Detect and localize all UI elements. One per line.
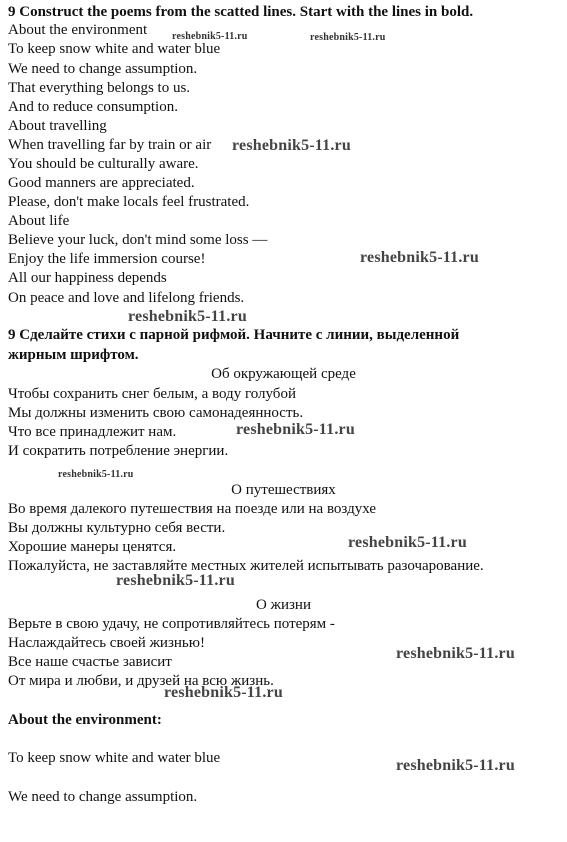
poem-line-ru: Верьте в свою удачу, не сопротивляйтесь потерям - <box>8 616 335 632</box>
poem-line: All our happiness depends <box>8 270 167 286</box>
poem-line-ru: Мы должны изменить свою самонадеянность. <box>8 405 304 421</box>
watermark: reshebnik5-11.ru <box>236 421 355 438</box>
watermark: reshebnik5-11.ru <box>310 32 386 43</box>
task-title-en: 9 Construct the poems from the scatted lines. Start with the lines in bold. <box>8 4 474 20</box>
poem-line-ru: И сократить потребление энергии. <box>8 443 229 459</box>
watermark: reshebnik5-11.ru <box>172 31 248 42</box>
poem-line-ru: Что все принадлежит нам. <box>8 424 177 440</box>
watermark: reshebnik5-11.ru <box>360 249 479 266</box>
poem-line-ru: Хорошие манеры ценятся. <box>8 539 177 555</box>
watermark: reshebnik5-11.ru <box>116 572 235 589</box>
poem-line: Please, don't make locals feel frustrated. <box>8 194 250 210</box>
watermark: reshebnik5-11.ru <box>128 308 247 325</box>
watermark: reshebnik5-11.ru <box>164 684 283 701</box>
poem-line: Good manners are appreciated. <box>8 175 195 191</box>
poem-line-ru: От мира и любви, и друзей на всю жизнь. <box>8 673 274 689</box>
answer-line: To keep snow white and water blue <box>8 750 221 766</box>
watermark: reshebnik5-11.ru <box>232 137 351 154</box>
poem-line-ru: Вы должны культурно себя вести. <box>8 520 226 536</box>
watermark: reshebnik5-11.ru <box>348 534 467 551</box>
poem-line: Believe your luck, don't mind some loss — <box>8 232 268 248</box>
watermark: reshebnik5-11.ru <box>58 469 134 480</box>
watermark: reshebnik5-11.ru <box>396 645 515 662</box>
task-title-ru-line1: 9 Сделайте стихи с парной рифмой. Начните с линии, выделенной <box>8 327 460 343</box>
answer-heading: About the environment: <box>8 712 162 728</box>
poem-line: That everything belongs to us. <box>8 80 191 96</box>
poem-line-ru: Во время далекого путешествия на поезде или на воздухе <box>8 501 377 517</box>
poem-line: On peace and love and lifelong friends. <box>8 290 245 306</box>
poem-line: You should be culturally aware. <box>8 156 199 172</box>
task-title-ru-line2: жирным шрифтом. <box>8 347 139 363</box>
poem-line: To keep snow white and water blue <box>8 41 221 57</box>
poem-line-ru: Наслаждайтесь своей жизнью! <box>8 635 205 651</box>
poem-line-ru: Чтобы сохранить снег белым, а воду голубой <box>8 386 296 402</box>
poem-line-ru: Пожалуйста, не заставляйте местных жителей испытывать разочарование. <box>8 558 484 574</box>
poem-line: We need to change assumption. <box>8 61 198 77</box>
poem-line: About the environment <box>8 22 148 38</box>
poem-line: About life <box>8 213 70 229</box>
answer-line: We need to change assumption. <box>8 789 198 805</box>
poem-line: About travelling <box>8 118 107 134</box>
watermark: reshebnik5-11.ru <box>396 757 515 774</box>
section-heading-travel: О путешествиях <box>231 482 336 498</box>
section-heading-environment: Об окружающей среде <box>211 366 356 382</box>
poem-line-ru: Все наше счастье зависит <box>8 654 172 670</box>
section-heading-life: О жизни <box>256 597 311 613</box>
poem-line: When travelling far by train or air <box>8 137 212 153</box>
poem-line: Enjoy the life immersion course! <box>8 251 206 267</box>
poem-line: And to reduce consumption. <box>8 99 178 115</box>
